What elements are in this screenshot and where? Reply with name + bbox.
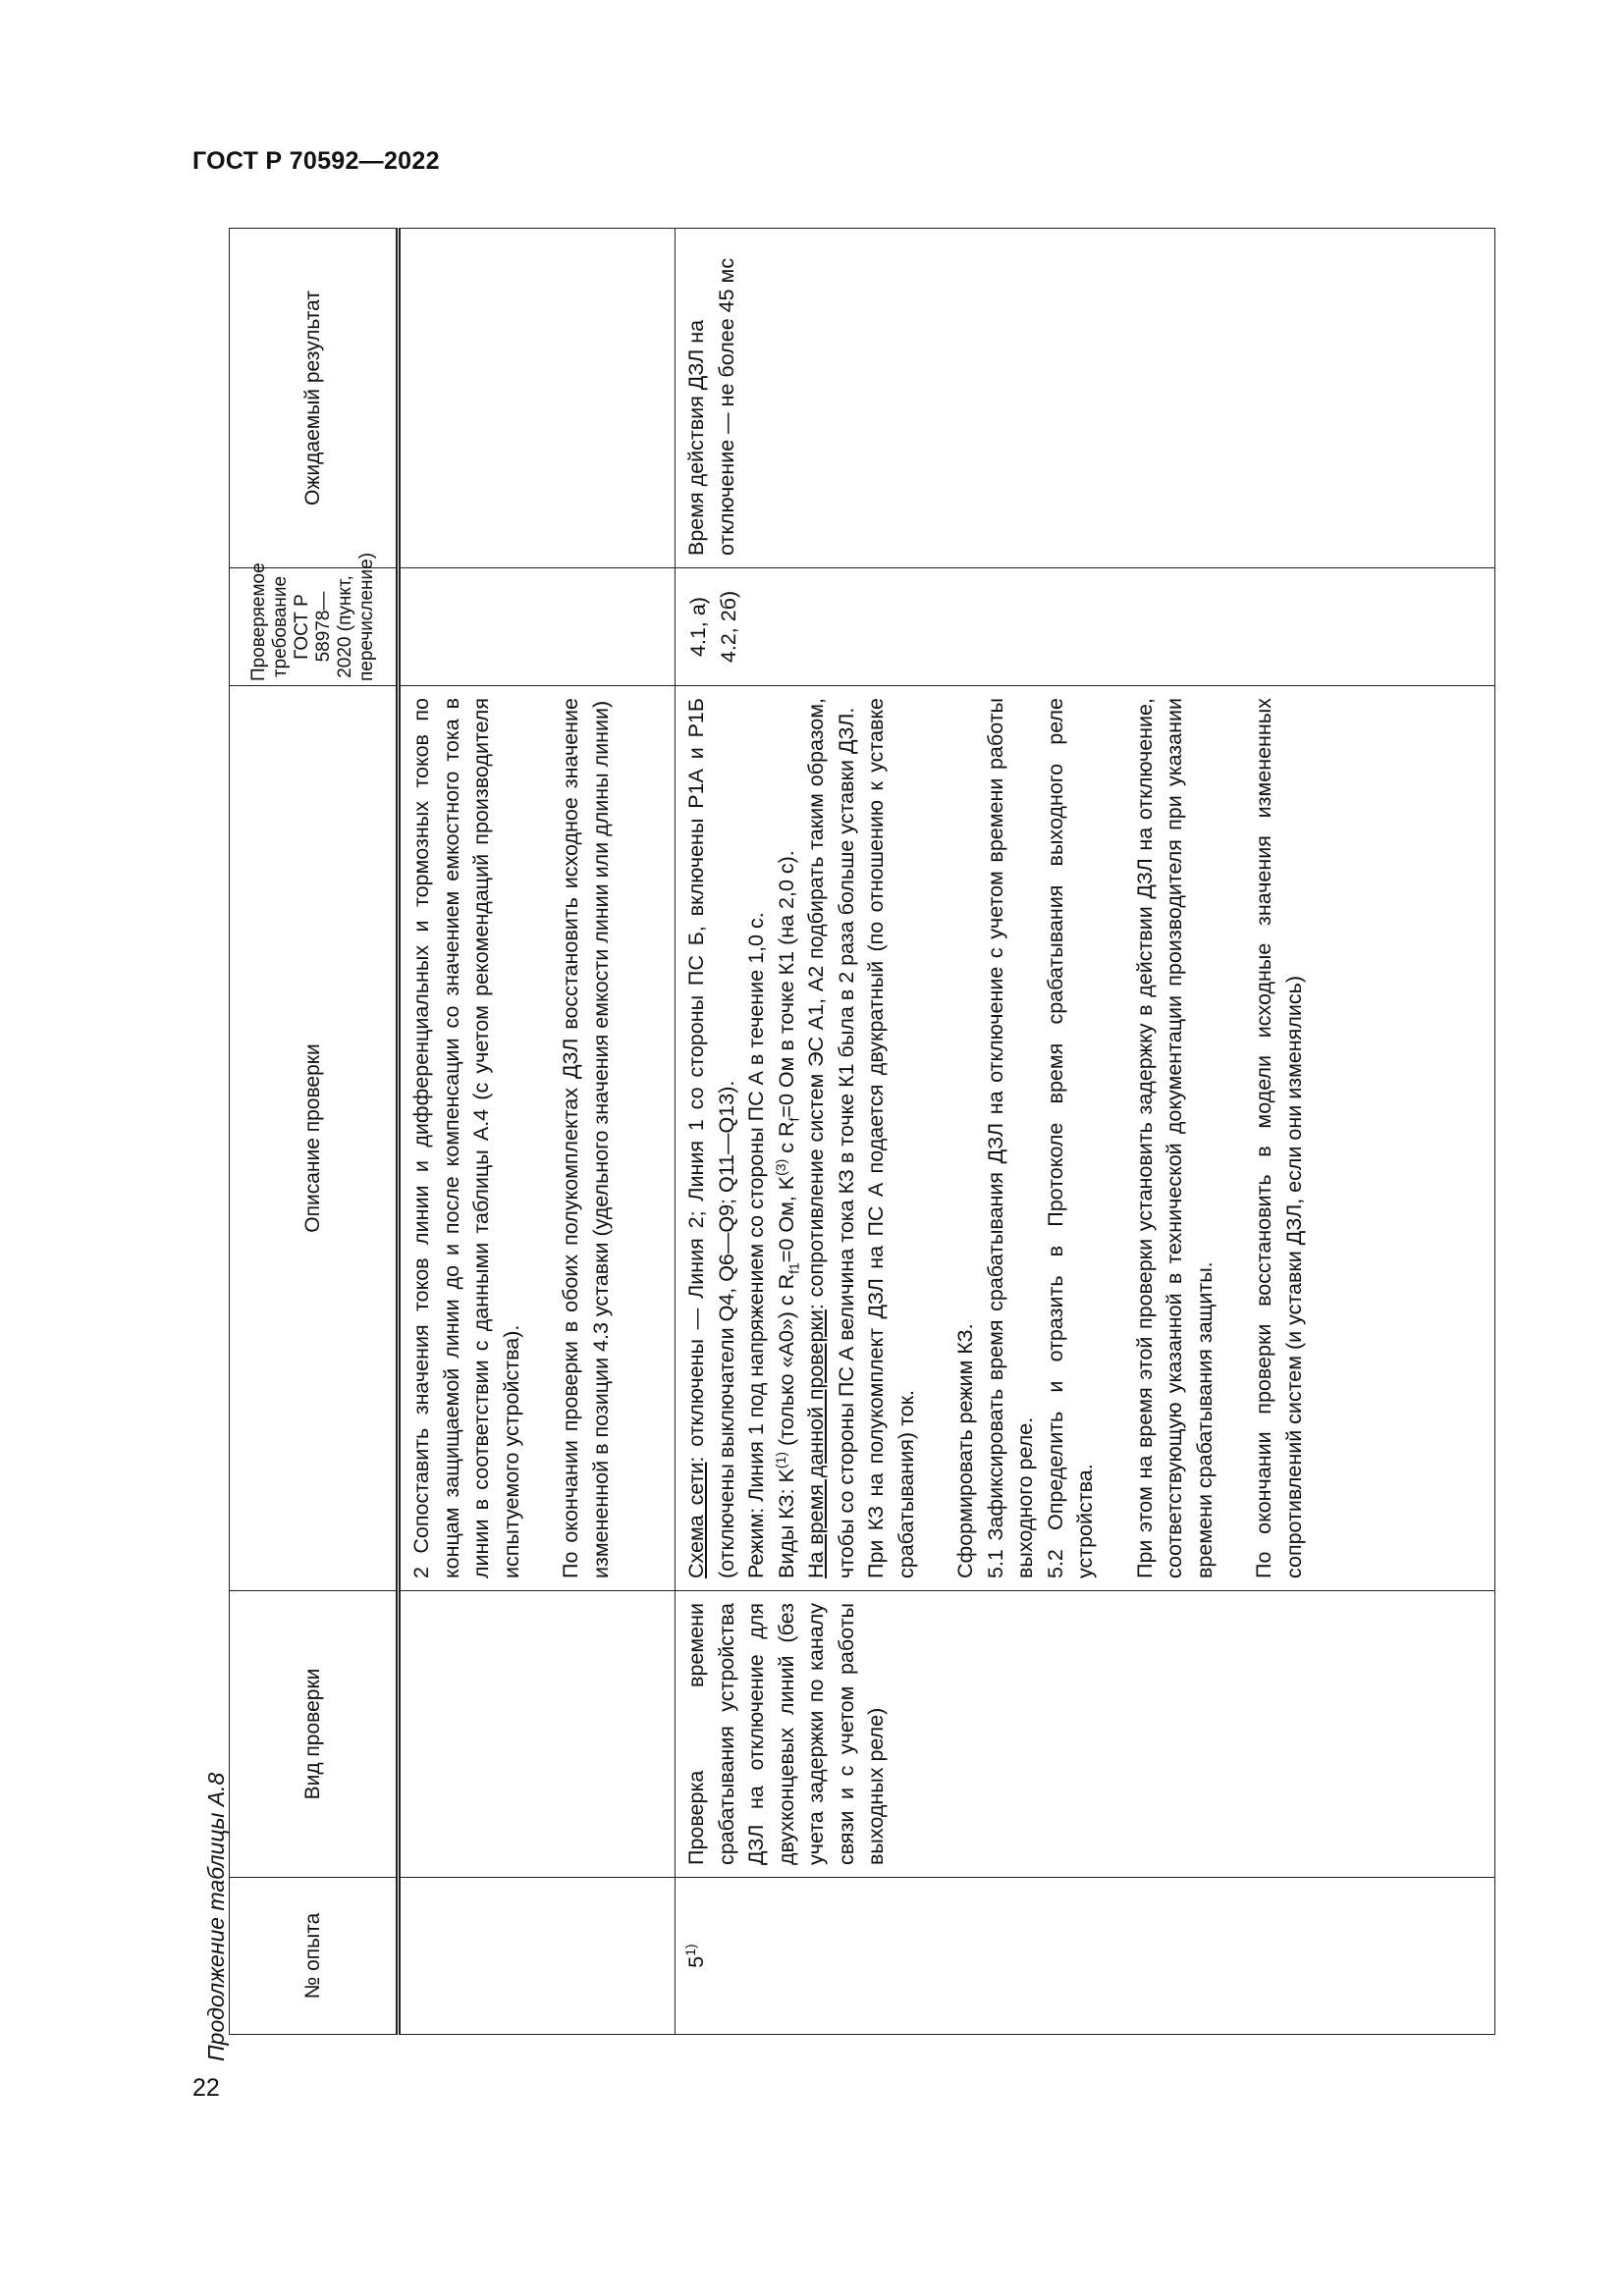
row-cont-req bbox=[399, 568, 676, 686]
row5-scheme-label: Схема сети bbox=[684, 1462, 708, 1578]
row5-kinds-sub2: f bbox=[785, 1117, 801, 1122]
row5-result bbox=[676, 229, 1495, 568]
table-row bbox=[676, 229, 1495, 2035]
row5-kinds-e: =0 Ом в точке К1 (на 2,0 с). bbox=[774, 850, 798, 1118]
row5-form-kz: Сформировать режим КЗ. bbox=[953, 1323, 977, 1578]
row5-num-value: 5 bbox=[684, 1955, 708, 1968]
rotated-table-container bbox=[229, 229, 1495, 2035]
row5-kind-text: Проверка времени срабатывания устройства ДЗЛ на отключение для двухконцевых линий (без учета задержки по каналу связи и с учетом работы выходных реле) bbox=[684, 1603, 888, 1865]
col-header-req: Проверяемое требование ГОСТ Р 58978—2020 (пункт, перечисление) bbox=[230, 568, 399, 686]
row5-req-line-1: 4.1, а) bbox=[686, 597, 710, 657]
row5-kinds-b: (только «А0») с R bbox=[774, 1273, 798, 1452]
col-header-result: Ожидаемый результат bbox=[230, 229, 399, 568]
col-header-num: № опыта bbox=[230, 1878, 399, 2035]
row5-kinds-sub1: f1 bbox=[785, 1262, 801, 1274]
row-cont-kind bbox=[399, 1591, 676, 1878]
row-cont-num bbox=[399, 1878, 676, 2035]
row5-kinds-a: Виды КЗ: K bbox=[774, 1468, 798, 1578]
row5-num bbox=[676, 1878, 1495, 2035]
row5-kinds-c: =0 Ом, K bbox=[774, 1175, 798, 1263]
row-cont-result bbox=[399, 229, 676, 568]
row5-req bbox=[676, 568, 1495, 686]
table-header-row bbox=[230, 229, 399, 2035]
row5-mode: Режим: Линия 1 под напряжением со стороны ПС А в течение 1,0 с. bbox=[744, 912, 768, 1578]
row5-result-text: Время действия ДЗЛ на отключение — не более 45 мс bbox=[684, 257, 738, 556]
row5-kinds-d: с R bbox=[774, 1121, 798, 1159]
row5-num-footnote: 1) bbox=[681, 1944, 698, 1956]
row5-scheme-text: : отключены — Линия 2; Линия 1 со стороны ПС Б, включены Р1А и Р1Б (отключены выключатели Q4, Q6—Q9; Q11—Q13). bbox=[684, 698, 738, 1578]
row5-during-label: На время данной проверки bbox=[804, 1309, 828, 1578]
page-number: 22 bbox=[192, 2074, 220, 2102]
row5-scheme bbox=[681, 698, 741, 1578]
col-header-kind: Вид проверки bbox=[230, 1591, 399, 1878]
row5-delay: При этом на время этой проверки установить задержку в действии ДЗЛ на отключение, соответствующую указанной в технической документации производителя при указании времени срабатывания защиты. bbox=[1132, 698, 1217, 1578]
col-header-desc: Описание проверки bbox=[230, 686, 399, 1591]
row5-req-line-2: 4.2, 2б) bbox=[716, 590, 740, 664]
table-row bbox=[399, 229, 676, 2035]
row5-step-5-2: 5.2 Определить и отразить в Протоколе время срабатывания выходного реле устройства. bbox=[1043, 698, 1097, 1578]
check-table bbox=[229, 228, 1495, 2035]
row5-kz-text: При КЗ на полукомплект ДЗЛ на ПС А подается двукратный (по отношению к уставке срабатывания) ток. bbox=[864, 698, 918, 1578]
row5-restore: По окончании проверки восстановить в модели исходные значения измененных сопротивлений систем (и уставки ДЗЛ, если они изменялись) bbox=[1252, 698, 1306, 1578]
row5-kinds bbox=[772, 698, 802, 1578]
row5-step-5-1: 5.1 Зафиксировать время срабатывания ДЗЛ на отключение с учетом времени работы выходного реле. bbox=[983, 698, 1037, 1578]
row5-kinds-sup1: (1) bbox=[772, 1451, 788, 1469]
row-cont-desc bbox=[399, 686, 676, 1591]
row5-during bbox=[801, 698, 861, 1578]
row5-kind bbox=[676, 1591, 1495, 1878]
table-caption: Продолжение таблицы А.8 bbox=[203, 1772, 229, 2061]
row-cont-paragraph-2: По окончании проверки в обоих полукомплектах ДЗЛ восстановить исходное значение измененной в позиции 4.3 уставки (удельного значения емкости линии или длины линии) bbox=[559, 698, 613, 1578]
standard-code: ГОСТ Р 70592—2022 bbox=[192, 147, 440, 175]
row-cont-paragraph-1: 2 Сопоставить значения токов линии и дифференциальных и тормозных токов по концам защищаемой линии до и после компенсации со значением емкостного тока в линии в соответствии с данными таблицы А.4 (с учетом рекомендаций производителя испытуемого устройства). bbox=[409, 698, 523, 1578]
row5-desc bbox=[676, 686, 1495, 1591]
row5-kinds-sup3: (3) bbox=[772, 1158, 788, 1176]
row5-during-text: : сопротивление систем ЭС А1, А2 подбирать таким образом, чтобы со стороны ПС А величина тока КЗ в точке К1 была в 2 раза больше уставки ДЗЛ. bbox=[804, 698, 858, 1578]
